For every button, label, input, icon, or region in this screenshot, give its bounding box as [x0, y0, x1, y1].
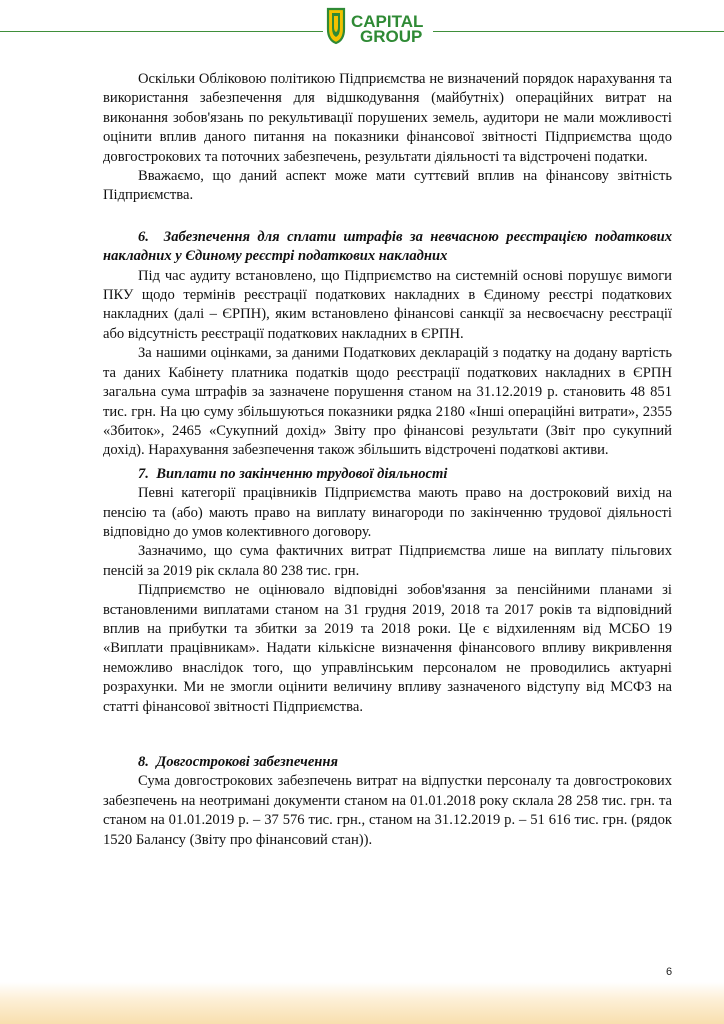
section-heading-8 — [103, 753, 672, 772]
document-body — [103, 70, 672, 850]
section-title-6: Забезпечення для сплати штрафів за невчасною реєстрацією податкових накладних у Єдиному реєстрі податкових накладних — [103, 228, 672, 265]
footer-band — [0, 982, 724, 1024]
section-heading-6 — [103, 228, 672, 267]
paragraph-reclamation: Оскільки Обліковою політикою Підприємства не визначений порядок нарахування та використання забезпечення для відшкодування (майбутніх) операційних витрат на виконання зобов'язань по рекультивації порушених земель, аудитори не мали можливості оцінити вплив даного питання на показники фінансової звітності Підприємства щодо довгострокових та поточних забезпечень, результати діяльності та відстрочені податки. — [103, 71, 672, 165]
logo-text-group: GROUP — [360, 27, 423, 46]
company-logo — [323, 6, 433, 48]
paragraph-material-impact: Вважаємо, що даний аспект може мати суттєвий вплив на фінансову звітність Підприємства. — [103, 168, 672, 204]
paragraph-early-retirement: Певні категорії працівників Підприємства мають право на достроковий вихід на пенсію та (або) мають право на виплату винагороди по закінченню трудової діяльності відповідно до умов колективного договору. — [103, 485, 672, 540]
logo-text-capital: CAPITAL — [351, 12, 424, 31]
section-number-6: 6. — [138, 228, 149, 245]
paragraph-long-term-provisions: Сума довгострокових забезпечень витрат на відпустки персоналу та довгострокових забезпечень на неотримані документи станом на 01.01.2018 року склала 28 258 тис. грн. та станом на 01.01.2019 р. – 37 576 тис. грн., станом на 31.12.2019 р. – 51 616 тис. грн. (рядок 1520 Балансу (Звіту про фінансовий стан)). — [103, 773, 672, 848]
section-title-8: Довгострокові забезпечення — [156, 754, 339, 770]
section-number-7: 7. — [138, 465, 149, 482]
section-number-8: 8. — [138, 754, 149, 770]
paragraph-fines-estimate: За нашими оцінками, за даними Податкових декларацій з податку на додану вартість та даних Кабінету платника податків щодо реєстрації податкових накладних в ЄРПН загальна сума штрафів за зазначене порушення станом на 31.12.2019 р. становить 48 851 тис. грн. На цю суму збільшуються показники рядка 2180 «Інші операційні витрати», 2355 «Збиток», 2465 «Сукупний дохід» Звіту про фінансові результати (Звіт про сукупний дохід). Нарахування забезпечення також збільшить відстрочені податкові активи. — [103, 345, 672, 459]
capital-group-logo-icon — [325, 7, 347, 45]
paragraph-pension-costs: Зазначимо, що сума фактичних витрат Підприємства лише на виплату пільгових пенсій за 2019 рік склала 80 238 тис. грн. — [103, 543, 672, 579]
page-number: 6 — [666, 966, 673, 978]
paragraph-tax-invoices: Під час аудиту встановлено, що Підприємство на системній основі порушує вимоги ПКУ щодо термінів реєстрації податкових накладних в Єдиному реєстрі податкових накладних (далі – ЄРПН), яким встановлено фінансові санкції за несвоєчасну реєстрації або відсутність реєстрації податкових накладних в ЄРПН. — [103, 267, 672, 342]
section-title-7: Виплати по закінченню трудової діяльності — [156, 465, 448, 482]
section-heading-7 — [103, 465, 672, 484]
paragraph-ias19-deviation: Підприємство не оцінювало відповідні зобов'язання за пенсійними планами зі встановленими виплатами станом на 31 грудня 2019, 2018 та 2017 років та відповідний вплив на прибутки та збитки за 2019 та 2018 роки. Це є відхиленням від МСБО 19 «Виплати працівникам». Надати кількісне визначення фінансового впливу викривлення неможливо внаслідок того, що управлінським персоналом не проводились актуарні розрахунки. Ми не змогли оцінити величину впливу зазначеного відступу від МСФЗ на статті фінансової звітності Підприємства. — [103, 582, 672, 715]
